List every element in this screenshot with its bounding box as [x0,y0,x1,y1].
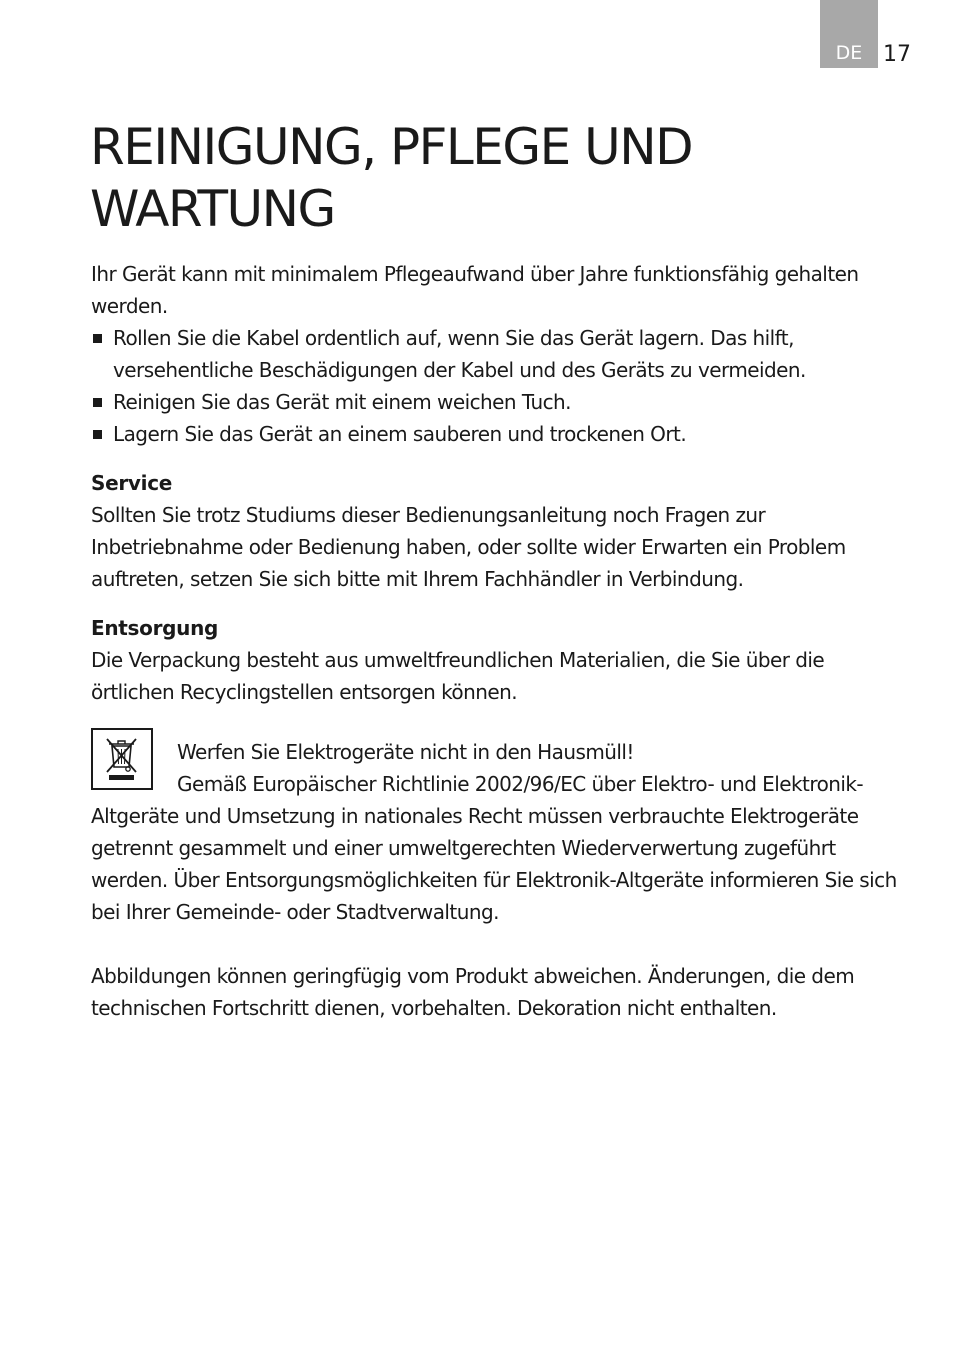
bullet-square-icon [93,430,102,439]
list-item [91,322,913,386]
language-label: DE [835,42,863,64]
page-title-line-1: REINIGUNG, PFLEGE UND [90,118,693,176]
disposal-paragraph: Die Verpackung besteht aus umweltfreundlichen Materialien, die Sie über die örtlichen Recyclingstellen entsorgen können. [91,648,825,704]
list-item-text: Lagern Sie das Gerät an einem sauberen und trockenen Ort. [113,422,687,446]
list-item-text: Reinigen Sie das Gerät mit einem weichen Tuch. [113,390,571,414]
language-tab [820,0,878,68]
service-paragraph: Sollten Sie trotz Studiums dieser Bedienungsanleitung noch Fragen zur Inbetriebnahme oder Bedienung haben, oder sollte wider Erwarten ein Problem auftreten, setzen Sie sich bitte mit Ihrem Fachhändler in Verbindung. [91,503,846,591]
service-heading: Service [91,471,173,495]
main-content [91,258,913,1024]
weee-directive-text: Gemäß Europäischer Richtlinie 2002/96/EC über Elektro- und Elektronik-Altgeräte und Umsetzung in nationales Recht müssen verbrauchte Elektrogeräte getrennt gesammelt und einer umweltgerechten Wiederverwertung zugeführt werden. Über Entsorgungsmöglichkeiten für Elektronik-Altgeräte informieren Sie sich bei Ihrer Gemeinde- oder Stadtverwaltung. [91,772,897,924]
care-instructions-list [91,322,913,450]
bullet-square-icon [93,398,102,407]
disclaimer-paragraph: Abbildungen können geringfügig vom Produkt abweichen. Änderungen, die dem technischen Fortschritt dienen, vorbehalten. Dekoration nicht enthalten. [91,964,855,1020]
weee-warning: Werfen Sie Elektrogeräte nicht in den Hausmüll! [177,740,634,764]
page-title [90,116,692,240]
list-item [91,386,913,418]
page-number: 17 [883,42,911,67]
intro-paragraph: Ihr Gerät kann mit minimalem Pflegeaufwand über Jahre funktionsfähig gehalten werden. [91,262,859,318]
bullet-square-icon [93,334,102,343]
list-item [91,418,913,450]
crossed-out-wheelie-bin-icon [91,728,153,790]
weee-notice [91,736,913,928]
list-item-text: Rollen Sie die Kabel ordentlich auf, wenn Sie das Gerät lagern. Das hilft, versehentliche Beschädigungen der Kabel und des Geräts zu vermeiden. [113,326,806,382]
page-title-line-2: WARTUNG [90,180,335,238]
disposal-heading: Entsorgung [91,616,219,640]
